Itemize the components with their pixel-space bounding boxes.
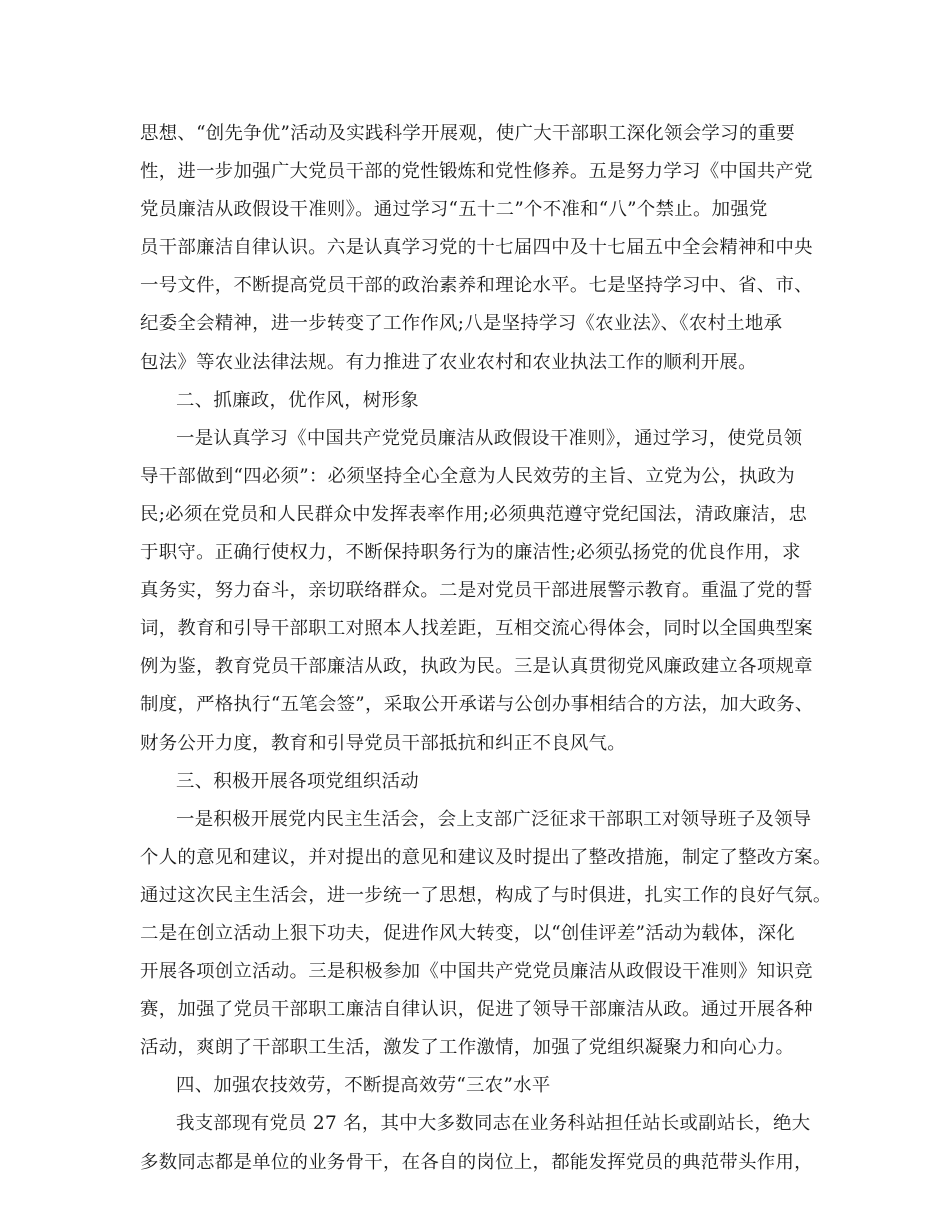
text-line: 性，进一步加强广大党员干部的党性锻炼和党性修养。五是努力学习《中国共产党 <box>140 161 813 183</box>
text-line: 制度，严格执行“五笔会签”，采取公开承诺与公创办事相结合的方法，加大政务、 <box>140 694 814 716</box>
paragraph <box>140 382 830 420</box>
text-line: 通过这次民主生活会，进一步统一了思想，构成了与时俱进，扎实工作的良好气氛。 <box>140 884 832 906</box>
text-line: 三、积极开展各项党组织活动 <box>176 770 419 792</box>
text-line: 财务公开力度，教育和引导党员干部抵抗和纠正不良风气。 <box>140 732 626 754</box>
paragraph <box>140 1067 830 1105</box>
paragraph <box>140 115 830 382</box>
text-line: 个人的意见和建议，并对提出的意见和建议及时提出了整改措施，制定了整改方案。 <box>140 846 832 868</box>
text-line: 一是认真学习《中国共产党党员廉洁从政假设干准则》，通过学习，使党员领 <box>176 427 803 449</box>
text-line: 我支部现有党员 27 名，其中大多数同志在业务科站担任站长或副站长，绝大 <box>176 1113 811 1135</box>
text-line: 员干部廉洁自律认识。六是认真学习党的十七届四中及十七届五中全会精神和中央 <box>140 237 813 259</box>
text-line: 导干部做到“四必须”：必须坚持全心全意为人民效劳的主旨、立党为公，执政为 <box>140 465 795 487</box>
text-line: 一号文件，不断提高党员干部的政治素养和理论水平。七是坚持学习中、省、市、 <box>140 275 813 297</box>
text-line: 真务实，努力奋斗，亲切联络群众。二是对党员干部进展警示教育。重温了党的誓 <box>140 580 813 602</box>
text-line: 党员廉洁从政假设干准则》。通过学习“五十二”个不准和“八”个禁止。加强党 <box>140 199 768 221</box>
text-line: 词，教育和引导干部职工对照本人找差距，互相交流心得体会，同时以全国典型案 <box>140 618 813 640</box>
paragraph <box>140 458 830 763</box>
text-line: 二是在创立活动上狠下功夫，促进作风大转变，以“创佳评差”活动为载体，深化 <box>140 922 795 944</box>
text-line: 一是积极开展党内民主生活会，会上支部广泛征求干部职工对领导班子及领导 <box>176 808 812 830</box>
paragraph <box>140 801 830 839</box>
text-line: 思想、“创先争优”活动及实践科学开展观，使广大干部职工深化领会学习的重要 <box>140 123 795 144</box>
text-line: 例为鉴，教育党员干部廉洁从政，执政为民。三是认真贯彻党风廉政建立各项规章 <box>140 656 813 678</box>
text-line: 赛，加强了党员干部职工廉洁自律认识，促进了领导干部廉洁从政。通过开展各种 <box>140 999 813 1021</box>
text-line: 活动，爽朗了干部职工生活，激发了工作激情，加强了党组织凝聚力和向心力。 <box>140 1037 795 1059</box>
document-body <box>140 115 830 1182</box>
text-line: 民;必须在党员和人民群众中发挥表率作用;必须典范遵守党纪国法，清政廉洁，忠 <box>140 503 808 525</box>
text-line: 开展各项创立活动。三是积极参加《中国共产党党员廉洁从政假设干准则》知识竞 <box>140 961 813 983</box>
paragraph <box>140 839 830 1068</box>
text-line: 于职守。正确行使权力，不断保持职务行为的廉洁性;必须弘扬党的优良作用，求 <box>140 542 801 564</box>
paragraph <box>140 420 830 458</box>
paragraph <box>140 1144 830 1182</box>
text-line: 多数同志都是单位的业务骨干，在各自的岗位上，都能发挥党员的典范带头作用， <box>140 1151 813 1173</box>
text-line: 二、抓廉政，优作风，树形象 <box>176 389 419 411</box>
text-line: 纪委全会精神，进一步转变了工作作风;八是坚持学习《农业法》、《农村土地承 <box>140 313 783 335</box>
paragraph <box>140 763 830 801</box>
text-line: 四、加强农技效劳，不断提高效劳“三农”水平 <box>176 1075 551 1097</box>
text-line: 包法》等农业法律法规。有力推进了农业农村和农业执法工作的顺利开展。 <box>140 351 757 373</box>
paragraph <box>140 1105 830 1143</box>
